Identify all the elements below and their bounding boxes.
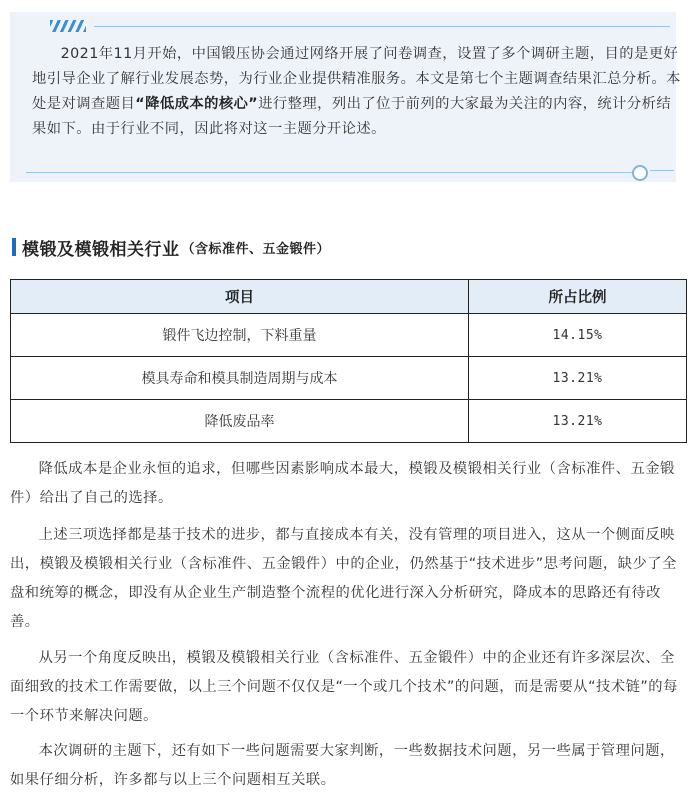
cell-ratio: 13.21% (469, 400, 687, 443)
cell-item: 降低废品率 (11, 400, 469, 443)
paragraph-1: 降低成本是企业永恒的追求，但哪些因素影响成本最大，模锻及模锻相关行业（含标准件、五金锻件）给出了自己的选择。 (10, 461, 675, 506)
circle-ornament-icon (632, 165, 648, 181)
heading-accent-bar (12, 238, 16, 256)
intro-highlight: “降低成本的核心” (135, 96, 259, 112)
header-item: 项目 (11, 280, 469, 314)
section-subtitle: （含标准件、五金锻件） (181, 241, 331, 257)
cell-ratio: 13.21% (469, 357, 687, 400)
decorative-stripes-icon (50, 20, 86, 32)
paragraph-3: 从另一个角度反映出，模锻及模锻相关行业（含标准件、五金锻件）中的企业还有许多深层次、全面细致的技术工作需要做，以上三个问题不仅仅是“一个或几个技术”的问题，而是需要从“技术链”的每一个环节来解决问题。 (10, 650, 678, 724)
table-row (11, 314, 687, 357)
ratio-table (10, 279, 687, 443)
intro-bottom-rule-end (650, 170, 674, 171)
intro-text-after: 进行整理，列出了位于前列的大家最为关注的内容，统计分析结果如下。由于行业不同，因此将对这一主题分开论述。 (32, 96, 672, 137)
cell-item: 模具寿命和模具制造周期与成本 (11, 357, 469, 400)
table-row (11, 357, 687, 400)
intro-text-before: 2021年11月开始，中国锻压协会通过网络开展了问卷调查，设置了多个调研主题，目的是更好地引导企业了解行业发展态势，为行业企业提供精准服务。本文是第七个主题调查结果汇总分析。本处是对调查题目 (32, 46, 681, 112)
table-row (11, 400, 687, 443)
cell-ratio: 14.15% (469, 314, 687, 357)
header-ratio: 所占比例 (469, 280, 687, 314)
paragraph-2: 上述三项选择都是基于技术的进步，都与直接成本有关，没有管理的项目进入，这从一个侧面反映出，模锻及模锻相关行业（含标准件、五金锻件）中的企业，仍然基于“技术进步”思考问题，缺少了全盘和统筹的概念，即没有从企业生产制造整个流程的优化进行深入分析研究，降成本的思路还有待改善。 (10, 527, 677, 630)
section-title: 模锻及模锻相关行业 (22, 239, 180, 260)
paragraph-4: 本次调研的主题下，还有如下一些问题需要大家判断，一些数据技术问题，另一些属于管理问题，如果仔细分析，许多都与以上三个问题相互关联。 (10, 743, 675, 788)
section-heading (12, 236, 330, 258)
intro-paragraph (32, 42, 684, 142)
intro-top-rule (94, 26, 670, 27)
cell-item: 锻件飞边控制，下料重量 (11, 314, 469, 357)
table-header-row (11, 280, 687, 314)
intro-box (10, 12, 681, 182)
intro-bottom-rule (26, 172, 636, 173)
